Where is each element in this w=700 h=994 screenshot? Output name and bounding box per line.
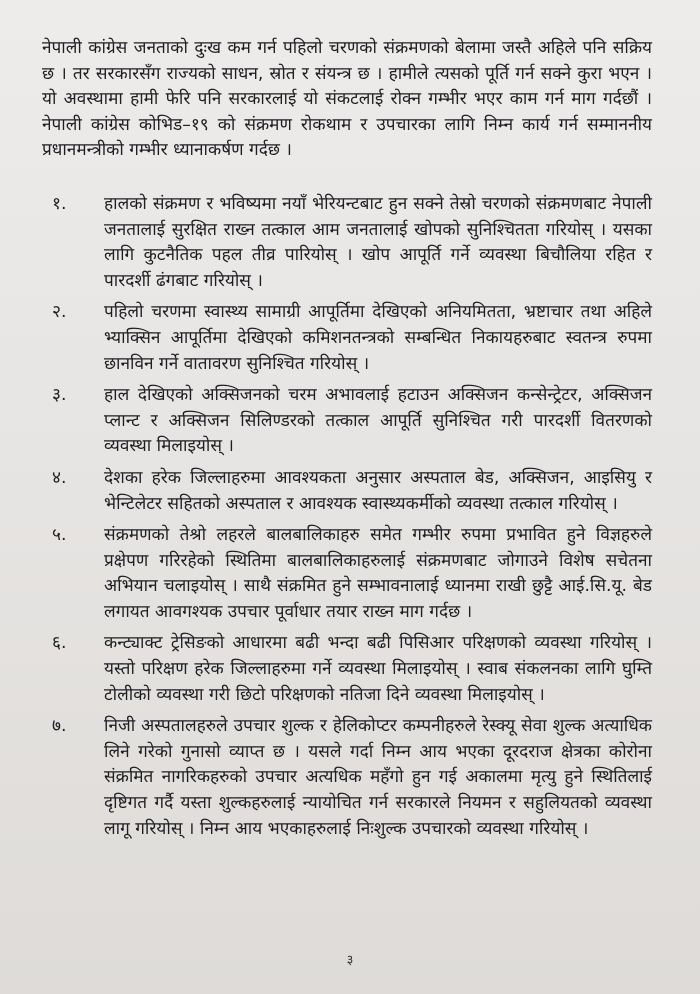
item-number: ४. [52, 467, 67, 488]
item-text: हाल देखिएको अक्सिजनको चरम अभावलाई हटाउन अक्सिजन कन्सेन्ट्रेटर, अक्सिजन प्लान्ट र अक्सिजन सिलिण्डरको तत्काल आपूर्ति सुनिश्चित गरी पारदर्शी वितरणको व्यवस्था मिलाइयोस् । [104, 385, 652, 457]
item-text: हालको संक्रमण र भविष्यमा नयाँ भेरियन्टबाट हुन सक्ने तेस्रो चरणको संक्रमणबाट नेपाली जनतालाई सुरक्षित राख्न तत्काल आम जनतालाई खोपको सुनिश्चितता गरियोस् । यसका लागि कुटनैतिक पहल तीव्र पारियोस् । खोप आपूर्ति गर्ने व्यवस्था बिचौलिया रहित र पारदर्शी ढंगबाट गरियोस् । [104, 193, 652, 291]
item-number: ३. [52, 385, 67, 406]
item-number: ६. [52, 633, 67, 654]
item-text: देशका हरेक जिल्लाहरुमा आवश्यकता अनुसार अस्पताल बेड, अक्सिजन, आइसियु र भेन्टिलेटर सहितको अस्पताल र आवश्यक स्वास्थ्यकर्मीको व्यवस्था तत्काल गरियोस् । [104, 467, 652, 514]
item-text: पहिलो चरणमा स्वास्थ्य सामाग्री आपूर्तिमा देखिएको अनियमितता, भ्रष्टाचार तथा अहिले भ्याक्सिन आपूर्तिमा देखिएको कमिशनतन्त्रको सम्बन्धित निकायहरुबाट स्वतन्त्र रुपमा छानविन गर्ने वातावरण सुनिश्चित गरियोस् । [104, 302, 652, 374]
list-item [42, 466, 652, 517]
demand-list [42, 192, 652, 842]
list-item [42, 714, 652, 842]
list-item [42, 192, 652, 294]
item-text: कन्ट्याक्ट ट्रेसिङको आधारमा बढी भन्दा बढी पिसिआर परिक्षणको व्यवस्था गरियोस् । यस्तो परिक्षण हरेक जिल्लाहरुमा गर्ने व्यवस्था मिलाइयोस् । स्वाब संकलनका लागि घुम्ति टोलीको व्यवस्था गरी छिटो परिक्षणको नतिजा दिने व्यवस्था मिलाइयोस् । [104, 633, 652, 705]
list-item [42, 631, 652, 708]
item-number: ७. [52, 716, 67, 737]
list-item [42, 300, 652, 377]
item-text: निजी अस्पतालहरुले उपचार शुल्क र हेलिकोप्टर कम्पनीहरुले रेस्क्यू सेवा शुल्क अत्याधिक लिने गरेको गुनासो व्याप्त छ । यसले गर्दा निम्न आय भएका दूरदराज क्षेत्रका कोरोना संक्रमित नागरिकहरुको उपचार अत्यधिक महँगो हुन गई अकालमा मृत्यु हुने स्थितिलाई दृष्टिगत गर्दै यस्ता शुल्कहरुलाई न्यायोचित गर्न सरकारले नियमन र सहुलियतको व्यवस्था लागू गरियोस् । निम्न आय भएकाहरुलाई निःशुल्क उपचारको व्यवस्था गरियोस् । [104, 716, 652, 839]
item-text: संक्रमणको तेश्रो लहरले बालबालिकाहरु समेत गम्भीर रुपमा प्रभावित हुने विज्ञहरुले प्रक्षेपण गरिरहेको स्थितिमा बालबालिकाहरुलाई संक्रमणबाट जोगाउने विशेष सचेतना अभियान चलाइयोस् । साथै संक्रमित हुने सम्भावनालाई ध्यानमा राखी छुट्टै आई.सि.यू. बेड लगायत आवगश्यक उपचार पूर्वाधार तयार राख्न माग गर्दछ । [104, 525, 652, 622]
intro-paragraph: नेपाली कांग्रेस जनताको दुःख कम गर्न पहिलो चरणको संक्रमणको बेलामा जस्तै अहिले पनि सक्रिय छ । तर सरकारसँग राज्यको साधन, स्रोत र संयन्त्र छ । हामीले त्यसको पूर्ति गर्न सक्ने कुरा भएन । यो अवस्थामा हामी फेरि पनि सरकारलाई यो संकटलाई रोक्न गम्भीर भएर काम गर्न माग गर्दछौं । नेपाली कांग्रेस कोभिड–१९ को संक्रमण रोकथाम र उपचारका लागि निम्न कार्य गर्न सम्माननीय प्रधानमन्त्रीको गम्भीर ध्यानाकर्षण गर्दछ । [42, 38, 652, 161]
page-number: ३ [346, 953, 354, 968]
item-number: २. [52, 302, 67, 323]
item-number: १. [52, 193, 67, 214]
item-number: ५. [52, 525, 67, 546]
list-item [42, 523, 652, 625]
list-item [42, 383, 652, 460]
